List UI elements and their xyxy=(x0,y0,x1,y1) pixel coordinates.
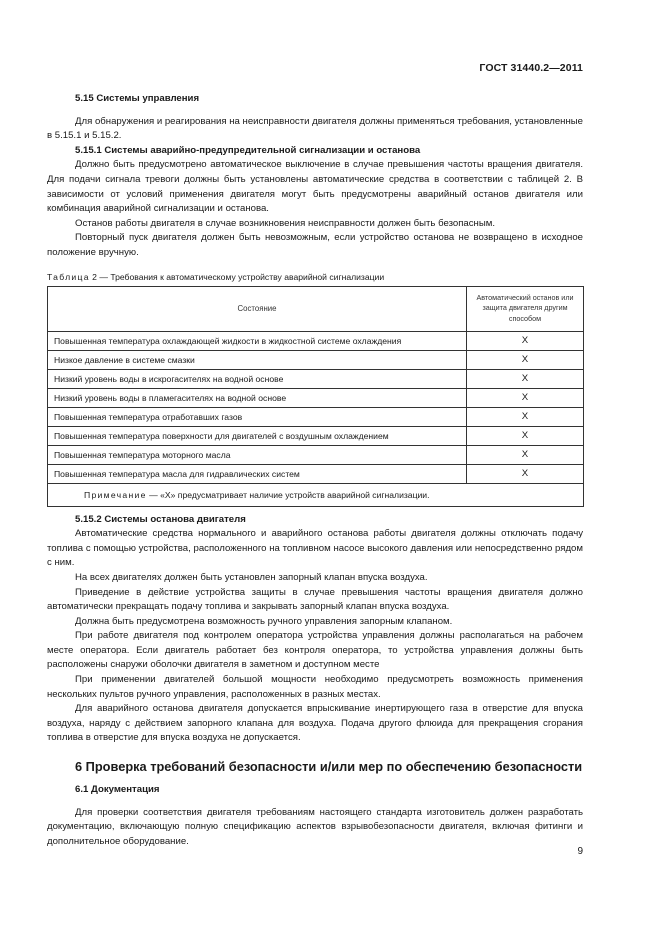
table-caption xyxy=(47,271,583,283)
requirements-table xyxy=(47,286,584,507)
table-label: Таблица xyxy=(47,271,90,282)
row-condition: Повышенная температура моторного масла xyxy=(48,445,467,464)
row-condition: Низкое давление в системе смазки xyxy=(48,350,467,369)
row-condition: Повышенная температура отработавших газов xyxy=(48,407,467,426)
section-5-15-2-paragraph-2: На всех двигателях должен быть установлен запорный клапан впуска воздуха. xyxy=(75,571,428,583)
table-note-label: Примечание xyxy=(84,489,147,500)
row-condition: Повышенная температура поверхности для двигателей с воздушным охлаждением xyxy=(48,426,467,445)
section-5-15-1-paragraph-3: Повторный пуск двигателя должен быть невозможным, если устройство останова не возвращено в исходное положение вручную. xyxy=(47,232,583,258)
section-5-15-2-paragraph-1: Автоматические средства нормального и аварийного останова работы двигателя должны отключать подачу топлива с помощью устройства, расположенного на топливном насосе высокого давления или непосредственно рядом с ним. xyxy=(47,528,583,569)
row-mark: X xyxy=(467,331,584,350)
section-6-1-title: 6.1 Документация xyxy=(75,784,160,796)
section-5-15-1-title: 5.15.1 Системы аварийно-предупредительной сигнализации и останова xyxy=(75,144,421,156)
section-5-15-2-paragraph-5: При работе двигателя под контролем оператора устройства управления должны располагаться на рабочем месте оператора. Если двигатель работает без контроля оператора, то устройства управления должны быть расположены снаружи оболочки двигателя в заметном и доступном месте xyxy=(47,630,583,671)
section-5-15-2-paragraph-3: Приведение в действие устройства защиты в случае превышения частоты вращения двигателя должно автоматически прекращать подачу топлива и закрывать запорный клапан впуска воздуха. xyxy=(47,586,583,613)
table-note-row xyxy=(48,483,584,506)
section-5-15-1-paragraph-1: Должно быть предусмотрено автоматическое выключение в случае превышения частоты вращения двигателя. Для подачи сигнала тревоги должны быть установлены автоматические средства в соответствии с таблицей 2. В зависимости от условий применения двигателя могут быть предусмотрены аварийный останов двигателя или комбинация аварийной сигнализации и останова. xyxy=(47,159,583,215)
row-mark: X xyxy=(467,388,584,407)
standard-code: ГОСТ 31440.2—2011 xyxy=(479,62,583,74)
table-row xyxy=(48,331,584,350)
column-header-auto-stop: Автоматический останов или защита двигателя другим способом xyxy=(467,286,584,331)
row-condition: Низкий уровень воды в искрогасителях на водной основе xyxy=(48,369,467,388)
table-row xyxy=(48,369,584,388)
table-row xyxy=(48,445,584,464)
table-row xyxy=(48,426,584,445)
section-5-15-2-paragraph-6: При применении двигателей большой мощности необходимо предусмотреть возможность применения нескольких пультов ручного управления, расположенных в разных местах. xyxy=(47,674,583,700)
table-header-row xyxy=(48,286,584,331)
page-number: 9 xyxy=(577,846,583,857)
row-mark: X xyxy=(467,426,584,445)
section-5-15-2-paragraph-4: Должна быть предусмотрена возможность ручного управления запорным клапаном. xyxy=(75,615,453,627)
row-condition: Повышенная температура охлаждающей жидкости в жидкостной системе охлаждения xyxy=(48,331,467,350)
section-6-title: 6 Проверка требований безопасности и/или мер по обеспечению безопасности xyxy=(75,759,583,775)
row-mark: X xyxy=(467,464,584,483)
table-row xyxy=(48,407,584,426)
row-mark: X xyxy=(467,407,584,426)
row-mark: X xyxy=(467,350,584,369)
table-note-text: — «X» предусматривает наличие устройств аварийной сигнализации. xyxy=(146,489,430,500)
table-caption-text: 2 — Требования к автоматическому устройству аварийной сигнализации xyxy=(89,271,385,282)
section-5-15-2-title: 5.15.2 Системы останова двигателя xyxy=(75,513,246,525)
page-content xyxy=(47,92,583,849)
section-5-15-2-paragraph-7: Для аварийного останова двигателя допускается впрыскивание инертирующего газа в отверстие для впуска воздуха, наряду с действием запорного клапана для воздуха. Подача другого флюида для прекращения сгорания топлива в отверстие для впуска воздуха не допускается. xyxy=(47,703,583,744)
row-condition: Низкий уровень воды в пламегасителях на водной основе xyxy=(48,388,467,407)
section-5-15-paragraph: Для обнаружения и реагирования на неисправности двигателя должны применяться требования, установленные в 5.15.1 и 5.15.2. xyxy=(47,115,583,142)
row-mark: X xyxy=(467,369,584,388)
row-condition: Повышенная температура масла для гидравлических систем xyxy=(48,464,467,483)
column-header-state: Состояние xyxy=(48,286,467,331)
section-5-15-1-paragraph-2: Останов работы двигателя в случае возникновения неисправности должен быть безопасным. xyxy=(75,217,495,229)
row-mark: X xyxy=(467,445,584,464)
table-note xyxy=(48,483,584,506)
table-row xyxy=(48,388,584,407)
section-6-1-paragraph: Для проверки соответствия двигателя требованиям настоящего стандарта изготовитель должен разработать документацию, включающую полную спецификацию аспектов взрывобезопасности двигателя, включая фитинги и дополнительное оборудование. xyxy=(47,806,583,847)
section-5-15-title: 5.15 Системы управления xyxy=(75,93,200,104)
table-row xyxy=(48,464,584,483)
table-row xyxy=(48,350,584,369)
